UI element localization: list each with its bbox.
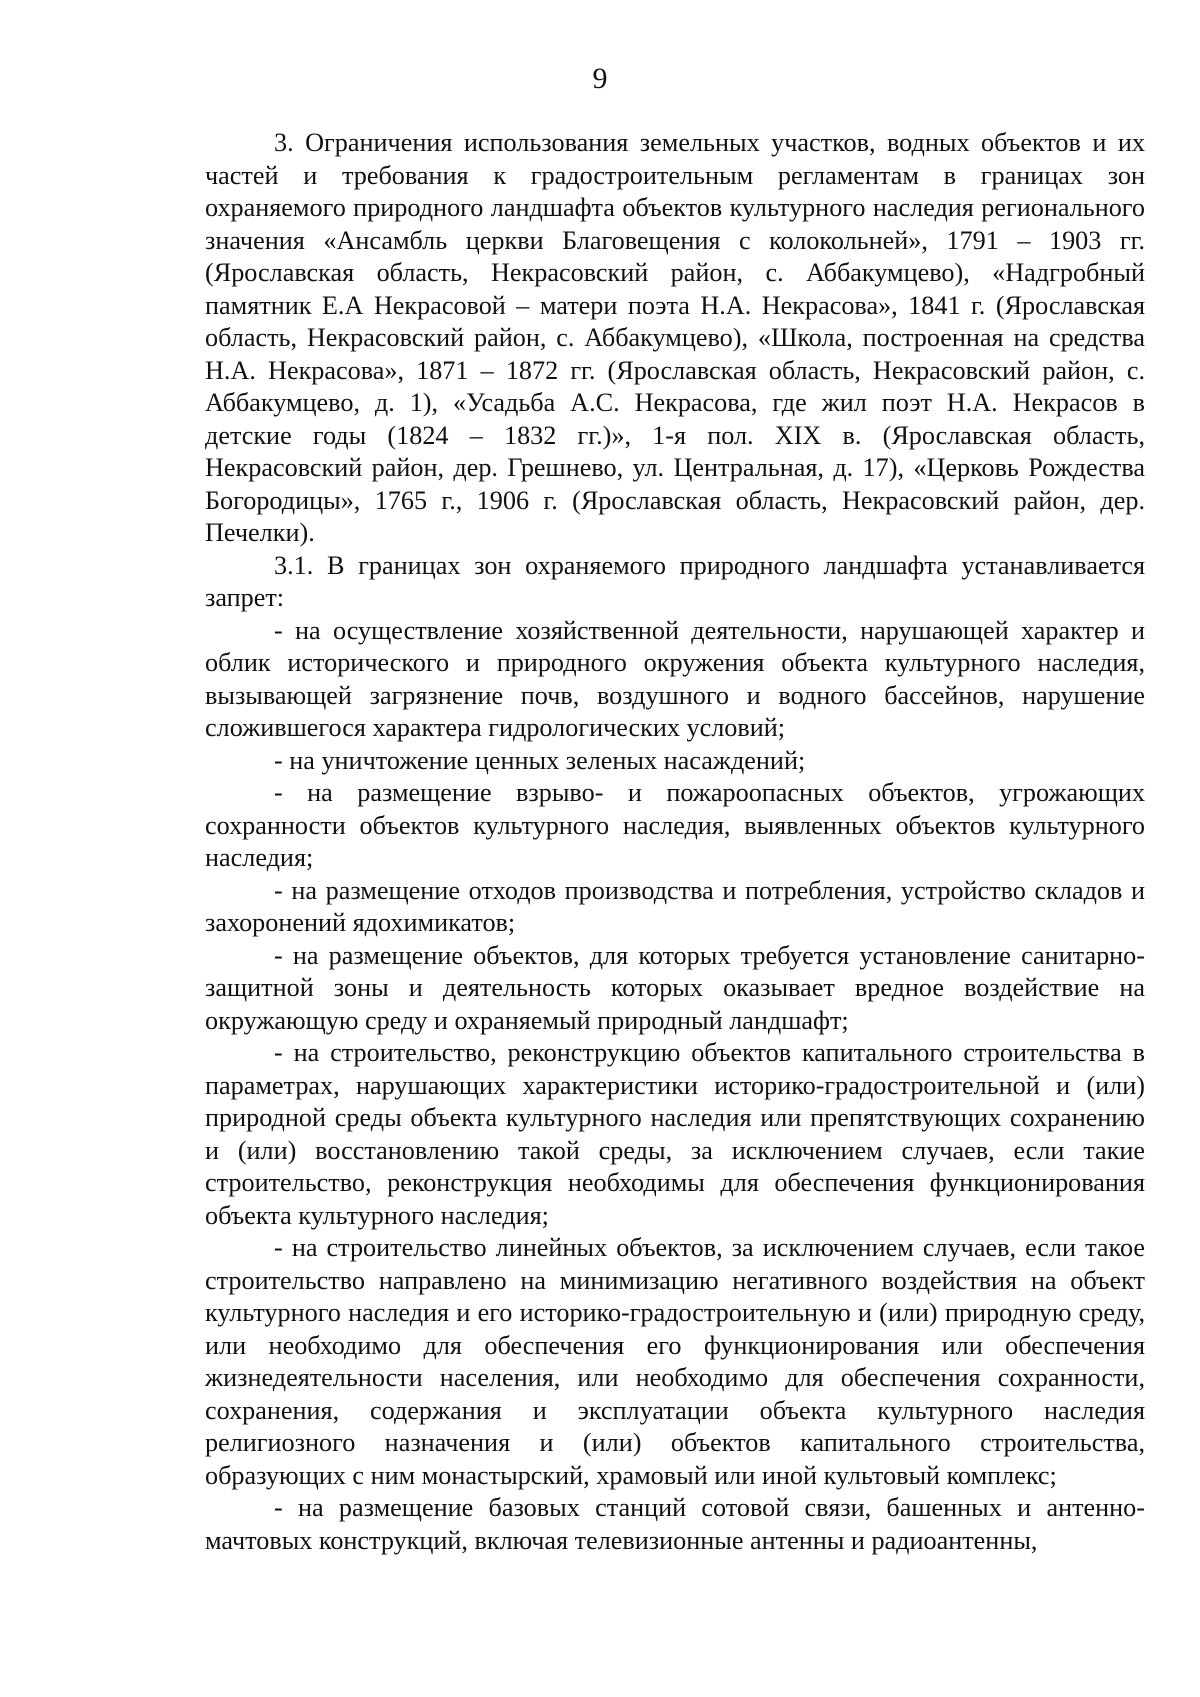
page-number: 9: [592, 62, 608, 95]
list-item-linear-objects: - на строительство линейных объектов, за исключением случаев, если такое строительство направлено на минимизацию негативного воздействия на объект культурного наследия и его историко-градостроительную и (или) природную среду, или необходимо для обеспечения его функционирования или обеспечения жизнедеятельности населения, или необходимо для обеспечения сохранности, сохранения, содержания и эксплуатации объекта культурного наследия религиозного назначения и (или) объектов капитального строительства, образующих с ним монастырский, храмовый или иной культовый комплекс;: [205, 1233, 1145, 1490]
paragraph-restrictions-intro: 3. Ограничения использования земельных участков, водных объектов и их частей и требования к градостроительным регламентам в границах зон охраняемого природного ландшафта объектов культурного наследия регионального значения «Ансамбль церкви Благовещения с колокольней», 1791 – 1903 гг. (Ярославская область, Некрасовский район, с. Аббакумцево), «Надгробный памятник Е.А Некрасовой – матери поэта Н.А. Некрасова», 1841 г. (Ярославская область, Некрасовский район, с. Аббакумцево), «Школа, построенная на средства Н.А. Некрасова», 1871 – 1872 гг. (Ярославская область, Некрасовский район, с. Аббакумцево, д. 1), «Усадьба А.С. Некрасова, где жил поэт Н.А. Некрасов в детские годы (1824 – 1832 гг.)», 1-я пол. XIX в. (Ярославская область, Некрасовский район, дер. Грешнево, ул. Центральная, д. 17), «Церковь Рождества Богородицы», 1765 г., 1906 г. (Ярославская область, Некрасовский район, дер. Печелки).: [205, 128, 1145, 547]
list-item-capital-construction: - на строительство, реконструкцию объектов капитального строительства в параметрах, нарушающих характеристики историко-градостроительной и (или) природной среды объекта культурного наследия или препятствующих сохранению и (или) восстановлению такой среды, за исключением случаев, если такие строительство, реконструкция необходимы для обеспечения функционирования объекта культурного наследия;: [205, 1038, 1145, 1230]
list-item-waste-placement: - на размещение отходов производства и потребления, устройство складов и захоронений ядохимикатов;: [205, 875, 1145, 937]
list-item-cellular-stations: - на размещение базовых станций сотовой связи, башенных и антенно-мачтовых конструкций, включая телевизионные антенны и радиоантенны,: [205, 1493, 1145, 1555]
list-item-green-spaces: - на уничтожение ценных зеленых насаждений;: [274, 745, 806, 775]
document-body: [205, 127, 1145, 1557]
list-item-economic-activity: - на осуществление хозяйственной деятельности, нарушающей характер и облик исторического и природного окружения объекта культурного наследия, вызывающей загрязнение почв, воздушного и водного бассейнов, нарушение сложившегося характера гидрологических условий;: [205, 615, 1145, 742]
paragraph-section-3-1: 3.1. В границах зон охраняемого природного ландшафта устанавливается запрет:: [205, 550, 1145, 612]
list-item-hazardous-objects: - на размещение взрыво- и пожароопасных объектов, угрожающих сохранности объектов культурного наследия, выявленных объектов культурного наследия;: [205, 778, 1145, 872]
list-item-sanitary-zone-objects: - на размещение объектов, для которых требуется установление санитарно-защитной зоны и деятельность которых оказывает вредное воздействие на окружающую среду и охраняемый природный ландшафт;: [205, 940, 1145, 1035]
